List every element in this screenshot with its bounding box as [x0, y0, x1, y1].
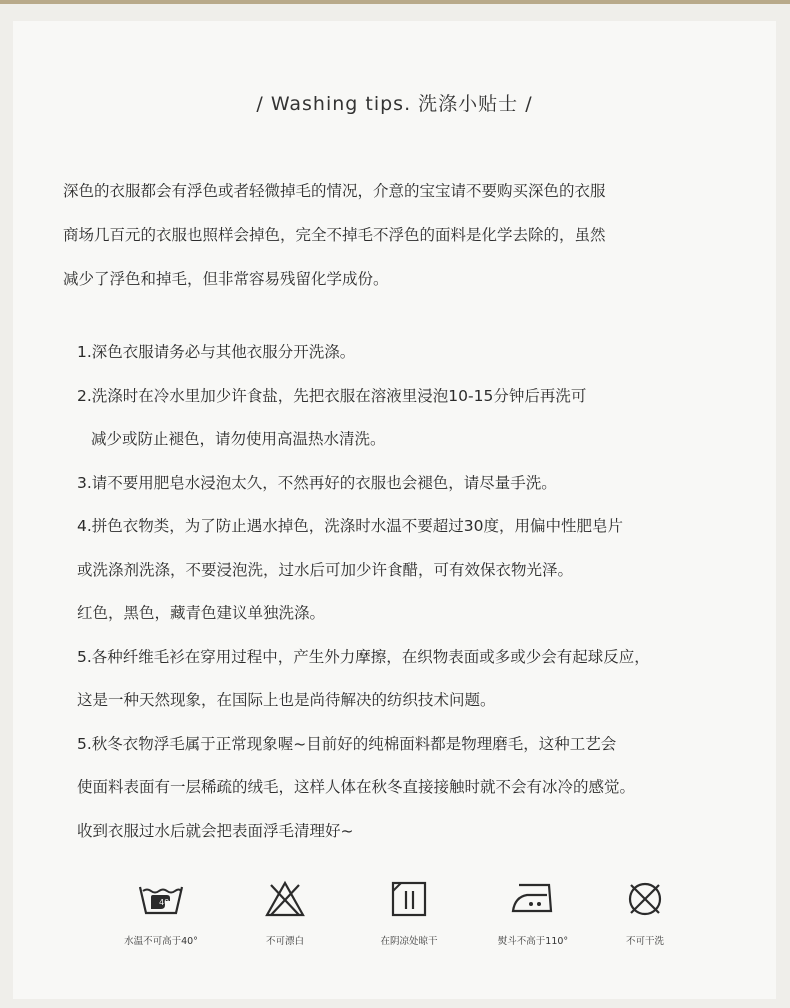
tip-line: 红色，黑色，藏青色建议单独洗涤。	[77, 604, 326, 622]
no-dry-clean-icon	[625, 879, 665, 919]
care-label: 不可漂白	[265, 936, 304, 947]
tip-line: 1.深色衣服请务必与其他衣服分开洗涤。	[77, 343, 356, 361]
intro-line: 减少了浮色和掉毛，但非常容易残留化学成份。	[63, 270, 389, 288]
care-icons-row	[106, 879, 706, 969]
care-label: 熨斗不高于110°	[497, 936, 569, 947]
page-frame	[0, 4, 790, 1008]
content-panel	[13, 21, 776, 999]
tips-list	[77, 331, 777, 853]
tip-line: 4.拼色衣物类，为了防止遇水掉色，洗涤时水温不要超过30度，用偏中性肥皂片	[77, 517, 624, 535]
intro-line: 商场几百元的衣服也照样会掉色，完全不掉毛不浮色的面料是化学去除的，虽然	[63, 226, 606, 244]
tip-line: 5.秋冬衣物浮毛属于正常现象喔~目前好的纯棉面料都是物理磨毛，这种工艺会	[77, 734, 617, 753]
iron-icon	[509, 879, 557, 919]
care-item-no-bleach	[230, 879, 340, 947]
tip-line: 减少或防止褪色，请勿使用高温热水清洗。	[91, 430, 386, 448]
no-bleach-icon	[263, 879, 307, 919]
page-title: / Washing tips. 洗涤小贴士 /	[256, 93, 533, 115]
intro-line: 深色的衣服都会有浮色或者轻微掉毛的情况，介意的宝宝请不要购买深色的衣服	[63, 182, 606, 200]
svg-text:40: 40	[159, 898, 170, 907]
tip-line: 5.各种纤维毛衫在穿用过程中，产生外力摩擦，在织物表面或多或少会有起球反应，	[77, 647, 650, 666]
tip-line: 3.请不要用肥皂水浸泡太久，不然再好的衣服也会褪色，请尽量手洗。	[77, 473, 557, 492]
care-item-shade-dry	[354, 879, 464, 947]
care-item-iron	[478, 879, 588, 947]
care-item-no-dry-clean	[590, 879, 700, 947]
intro-paragraph	[63, 169, 763, 301]
care-label: 不可干洗	[625, 936, 664, 947]
tip-line: 使面料表面有一层稀疏的绒毛，这样人体在秋冬直接接触时就不会有冰冷的感觉。	[77, 778, 636, 796]
care-label: 在阴凉处晾干	[380, 936, 438, 947]
tip-line: 这是一种天然现象，在国际上也是尚待解决的纺织技术问题。	[77, 691, 496, 709]
care-item-hand-wash	[106, 879, 216, 947]
tip-line: 2.洗涤时在冷水里加少许食盐，先把衣服在溶液里浸泡10-15分钟后再洗可	[77, 386, 587, 405]
hand-wash-icon	[137, 879, 185, 919]
tip-line: 收到衣服过水后就会把表面浮毛清理好~	[77, 821, 354, 840]
shade-dry-icon	[389, 879, 429, 919]
tip-line: 或洗涤剂洗涤，不要浸泡洗，过水后可加少许食醋，可有效保衣物光泽。	[77, 560, 574, 579]
care-label: 水温不可高于40°	[124, 936, 198, 947]
